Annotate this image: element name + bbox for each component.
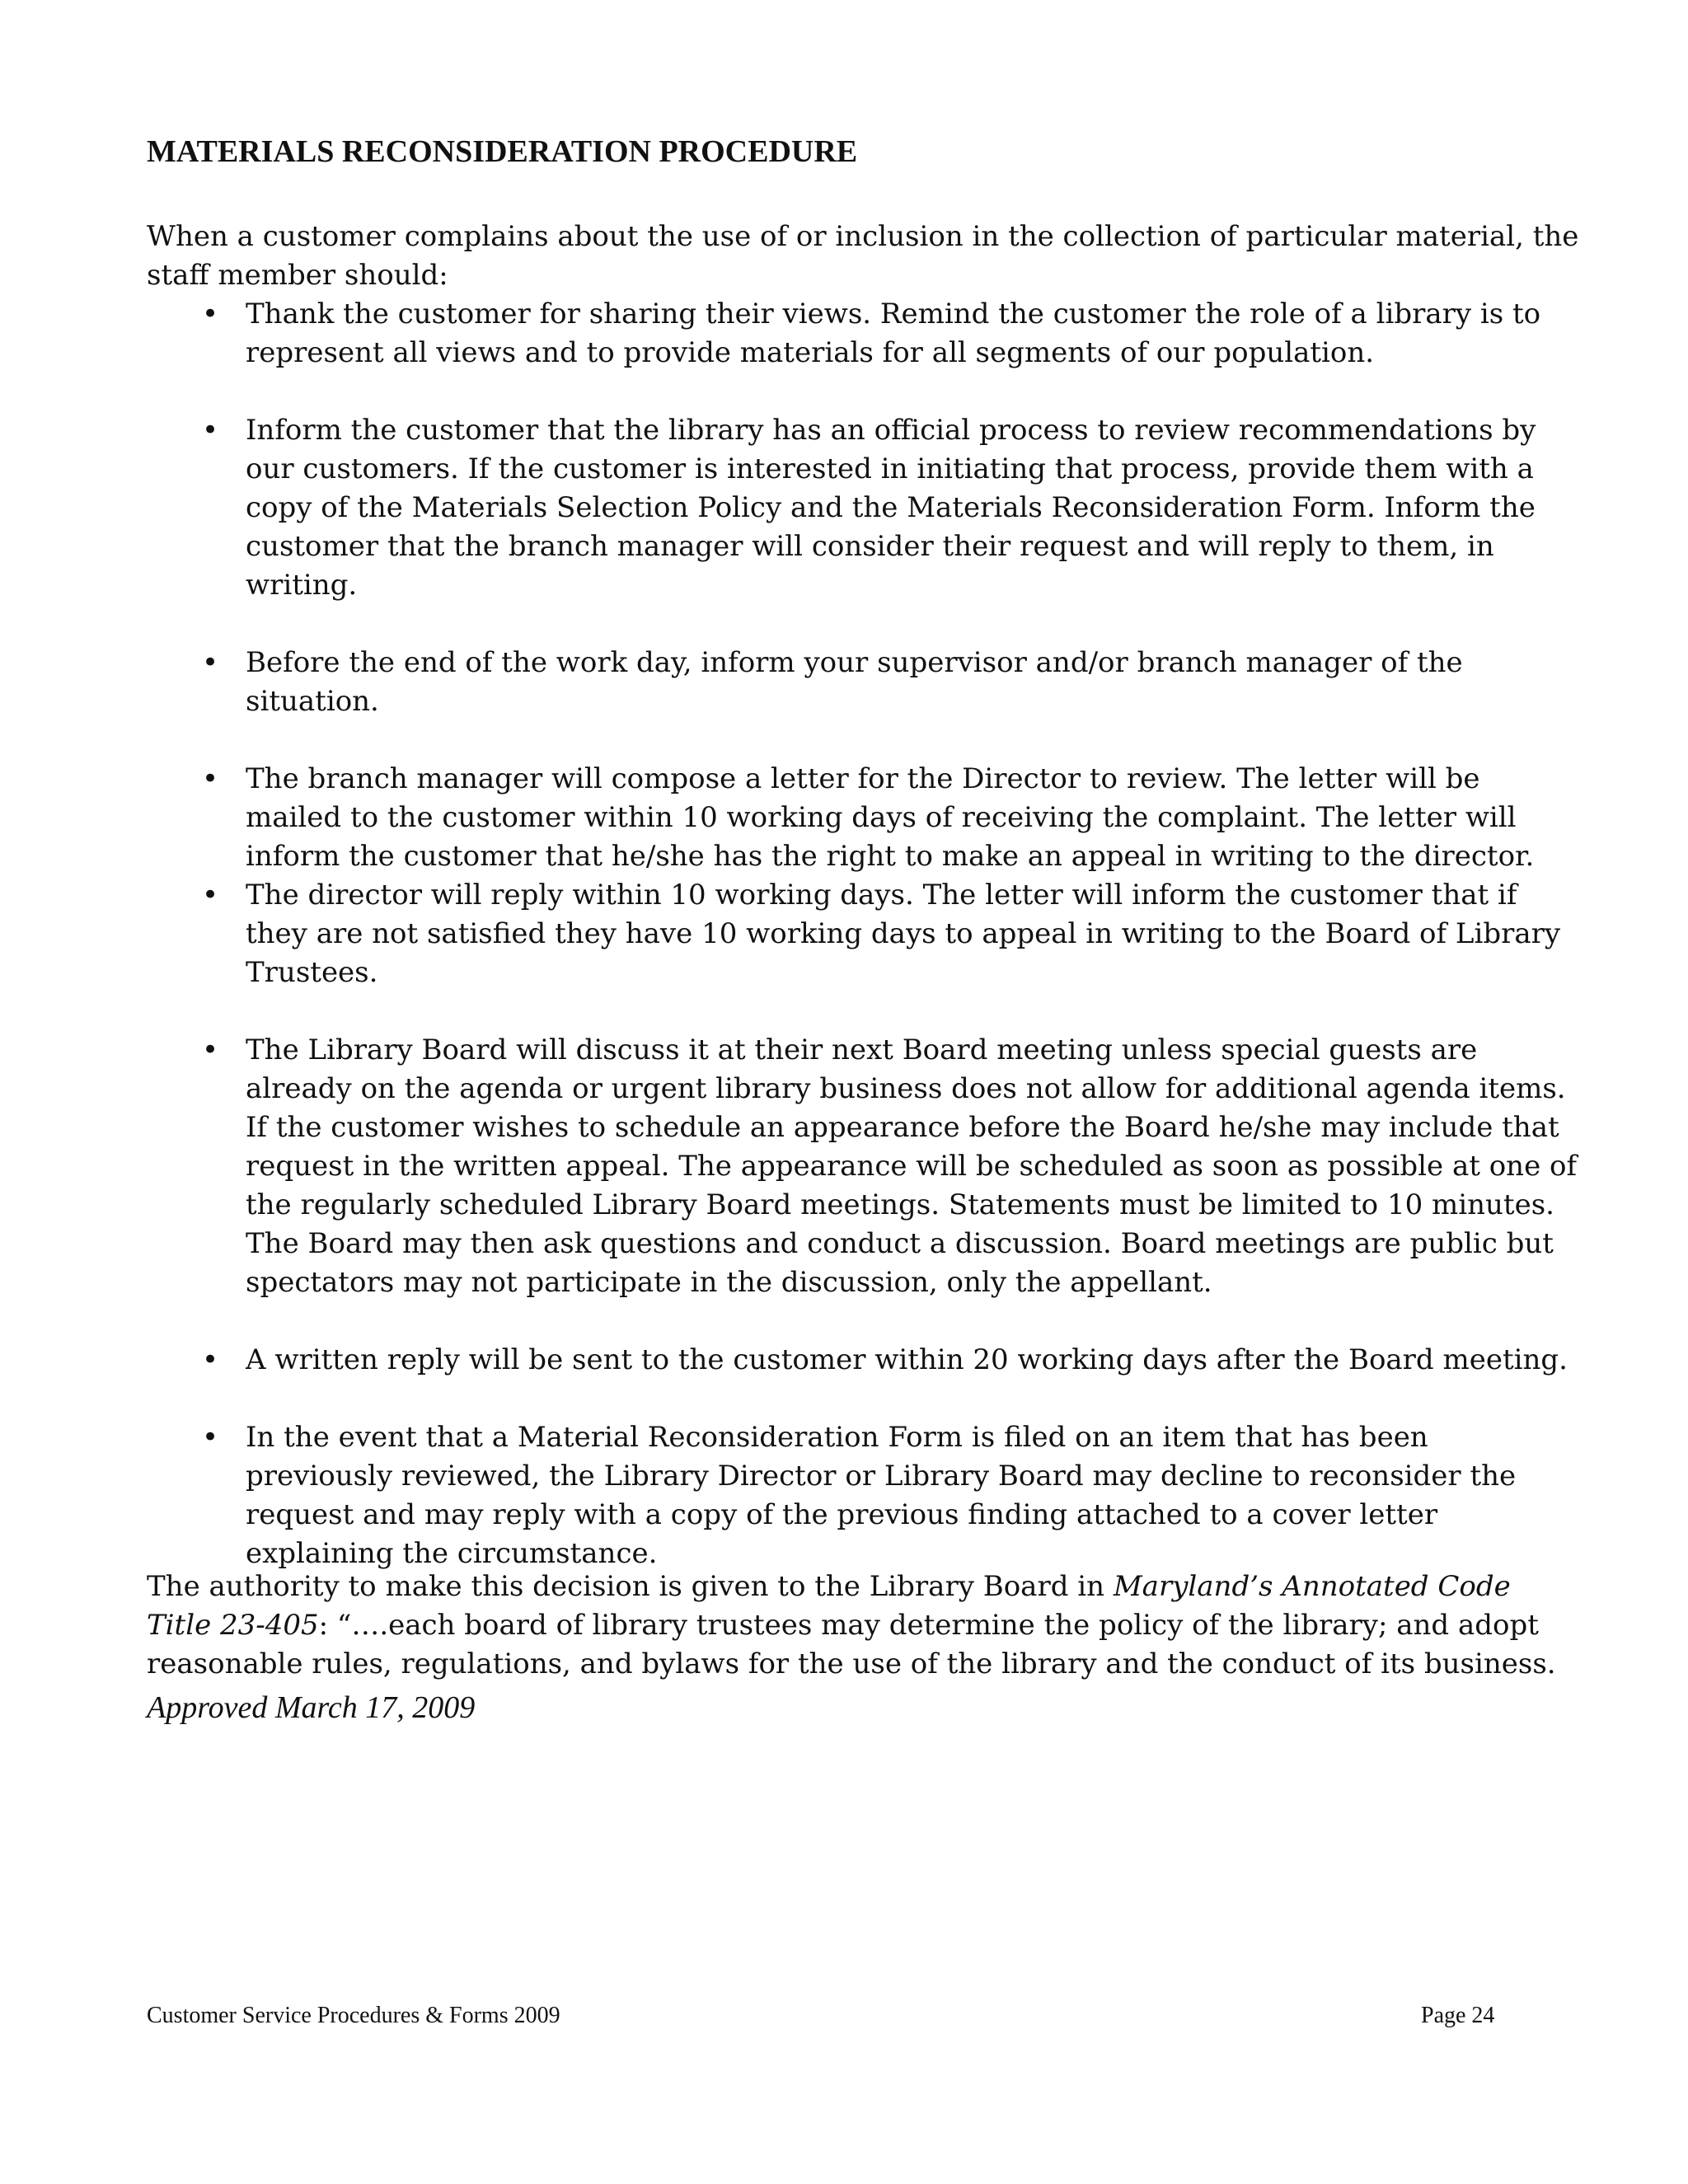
bullet-icon: • [201, 414, 219, 447]
bullet-icon: • [201, 646, 219, 679]
bullet-icon: • [201, 1343, 219, 1376]
list-item-text: In the event that a Material Reconsideration Form is filed on an item that has been previously reviewed, the Library Director or Library Board may decline to reconsider the request and may reply with a copy of the previous finding attached to a cover letter explaining the circumstance. [246, 1421, 1517, 1570]
legal-citation: Maryland’s Annotated Code Title 23-405 [147, 1570, 1511, 1642]
list-item [147, 1031, 1581, 1302]
procedure-list [147, 295, 1581, 1573]
list-item-text: Inform the customer that the library has an official process to review recommendations by our customers. If the customer is interested in initiating that process, provide them with a copy of the Materials Selection Policy and the Materials Reconsideration Form. Inform the customer that the branch manager will consider their request and will reply to them, in writing. [246, 414, 1536, 602]
approval-date: Approved March 17, 2009 [147, 1690, 476, 1725]
list-item [147, 876, 1581, 992]
list-item-text: Thank the customer for sharing their views. Remind the customer the role of a library is to represent all views and to provide materials for all segments of our population. [246, 298, 1541, 369]
intro-paragraph: When a customer complains about the use of or inclusion in the collection of particular material, the staff member should: [147, 220, 1579, 292]
authority-quote: : “….each board of library trustees may determine the policy of the library; and adopt reasonable rules, regulations, and bylaws for the use of the library and the conduct of its business. [147, 1609, 1556, 1680]
authority-paragraph [147, 1568, 1581, 1684]
authority-lead: The authority to make this decision is given to the Library Board in [147, 1570, 1114, 1603]
list-item [147, 411, 1581, 605]
list-item [147, 1418, 1581, 1573]
list-item [147, 295, 1581, 373]
list-item-text: The branch manager will compose a letter for the Director to review. The letter will be mailed to the customer within 10 working days of receiving the complaint. The letter will inform the customer that he/she has the right to make an appeal in writing to the director. [246, 762, 1535, 873]
list-item-text: Before the end of the work day, inform your supervisor and/or branch manager of the situation. [246, 646, 1463, 718]
page-number: Page 24 [1421, 2003, 1495, 2028]
bullet-icon: • [201, 762, 219, 795]
list-item-text: The director will reply within 10 working days. The letter will inform the customer that if they are not satisfied they have 10 working days to appeal in writing to the Board of Library Trustees. [246, 879, 1561, 989]
list-item [147, 1341, 1581, 1380]
bullet-icon: • [201, 298, 219, 330]
list-item-text: The Library Board will discuss it at their next Board meeting unless special guests are already on the agenda or urgent library business does not allow for additional agenda items. If the customer wishes to schedule an appearance before the Board he/she may include that request in the written appeal. The appearance will be scheduled as soon as possible at one of the regularly scheduled Library Board meetings. Statements must be limited to 10 minutes. The Board may then ask questions and conduct a discussion. Board meetings are public but spectators may not participate in the discussion, only the appellant. [246, 1033, 1578, 1299]
list-item [147, 644, 1581, 721]
page-title: MATERIALS RECONSIDERATION PROCEDURE [147, 134, 858, 169]
list-item-text: A written reply will be sent to the customer within 20 working days after the Board meeting. [246, 1343, 1568, 1376]
bullet-icon: • [201, 879, 219, 912]
bullet-icon: • [201, 1033, 219, 1066]
footer-title: Customer Service Procedures & Forms 2009 [147, 2003, 560, 2028]
list-item [147, 760, 1581, 876]
bullet-icon: • [201, 1421, 219, 1454]
